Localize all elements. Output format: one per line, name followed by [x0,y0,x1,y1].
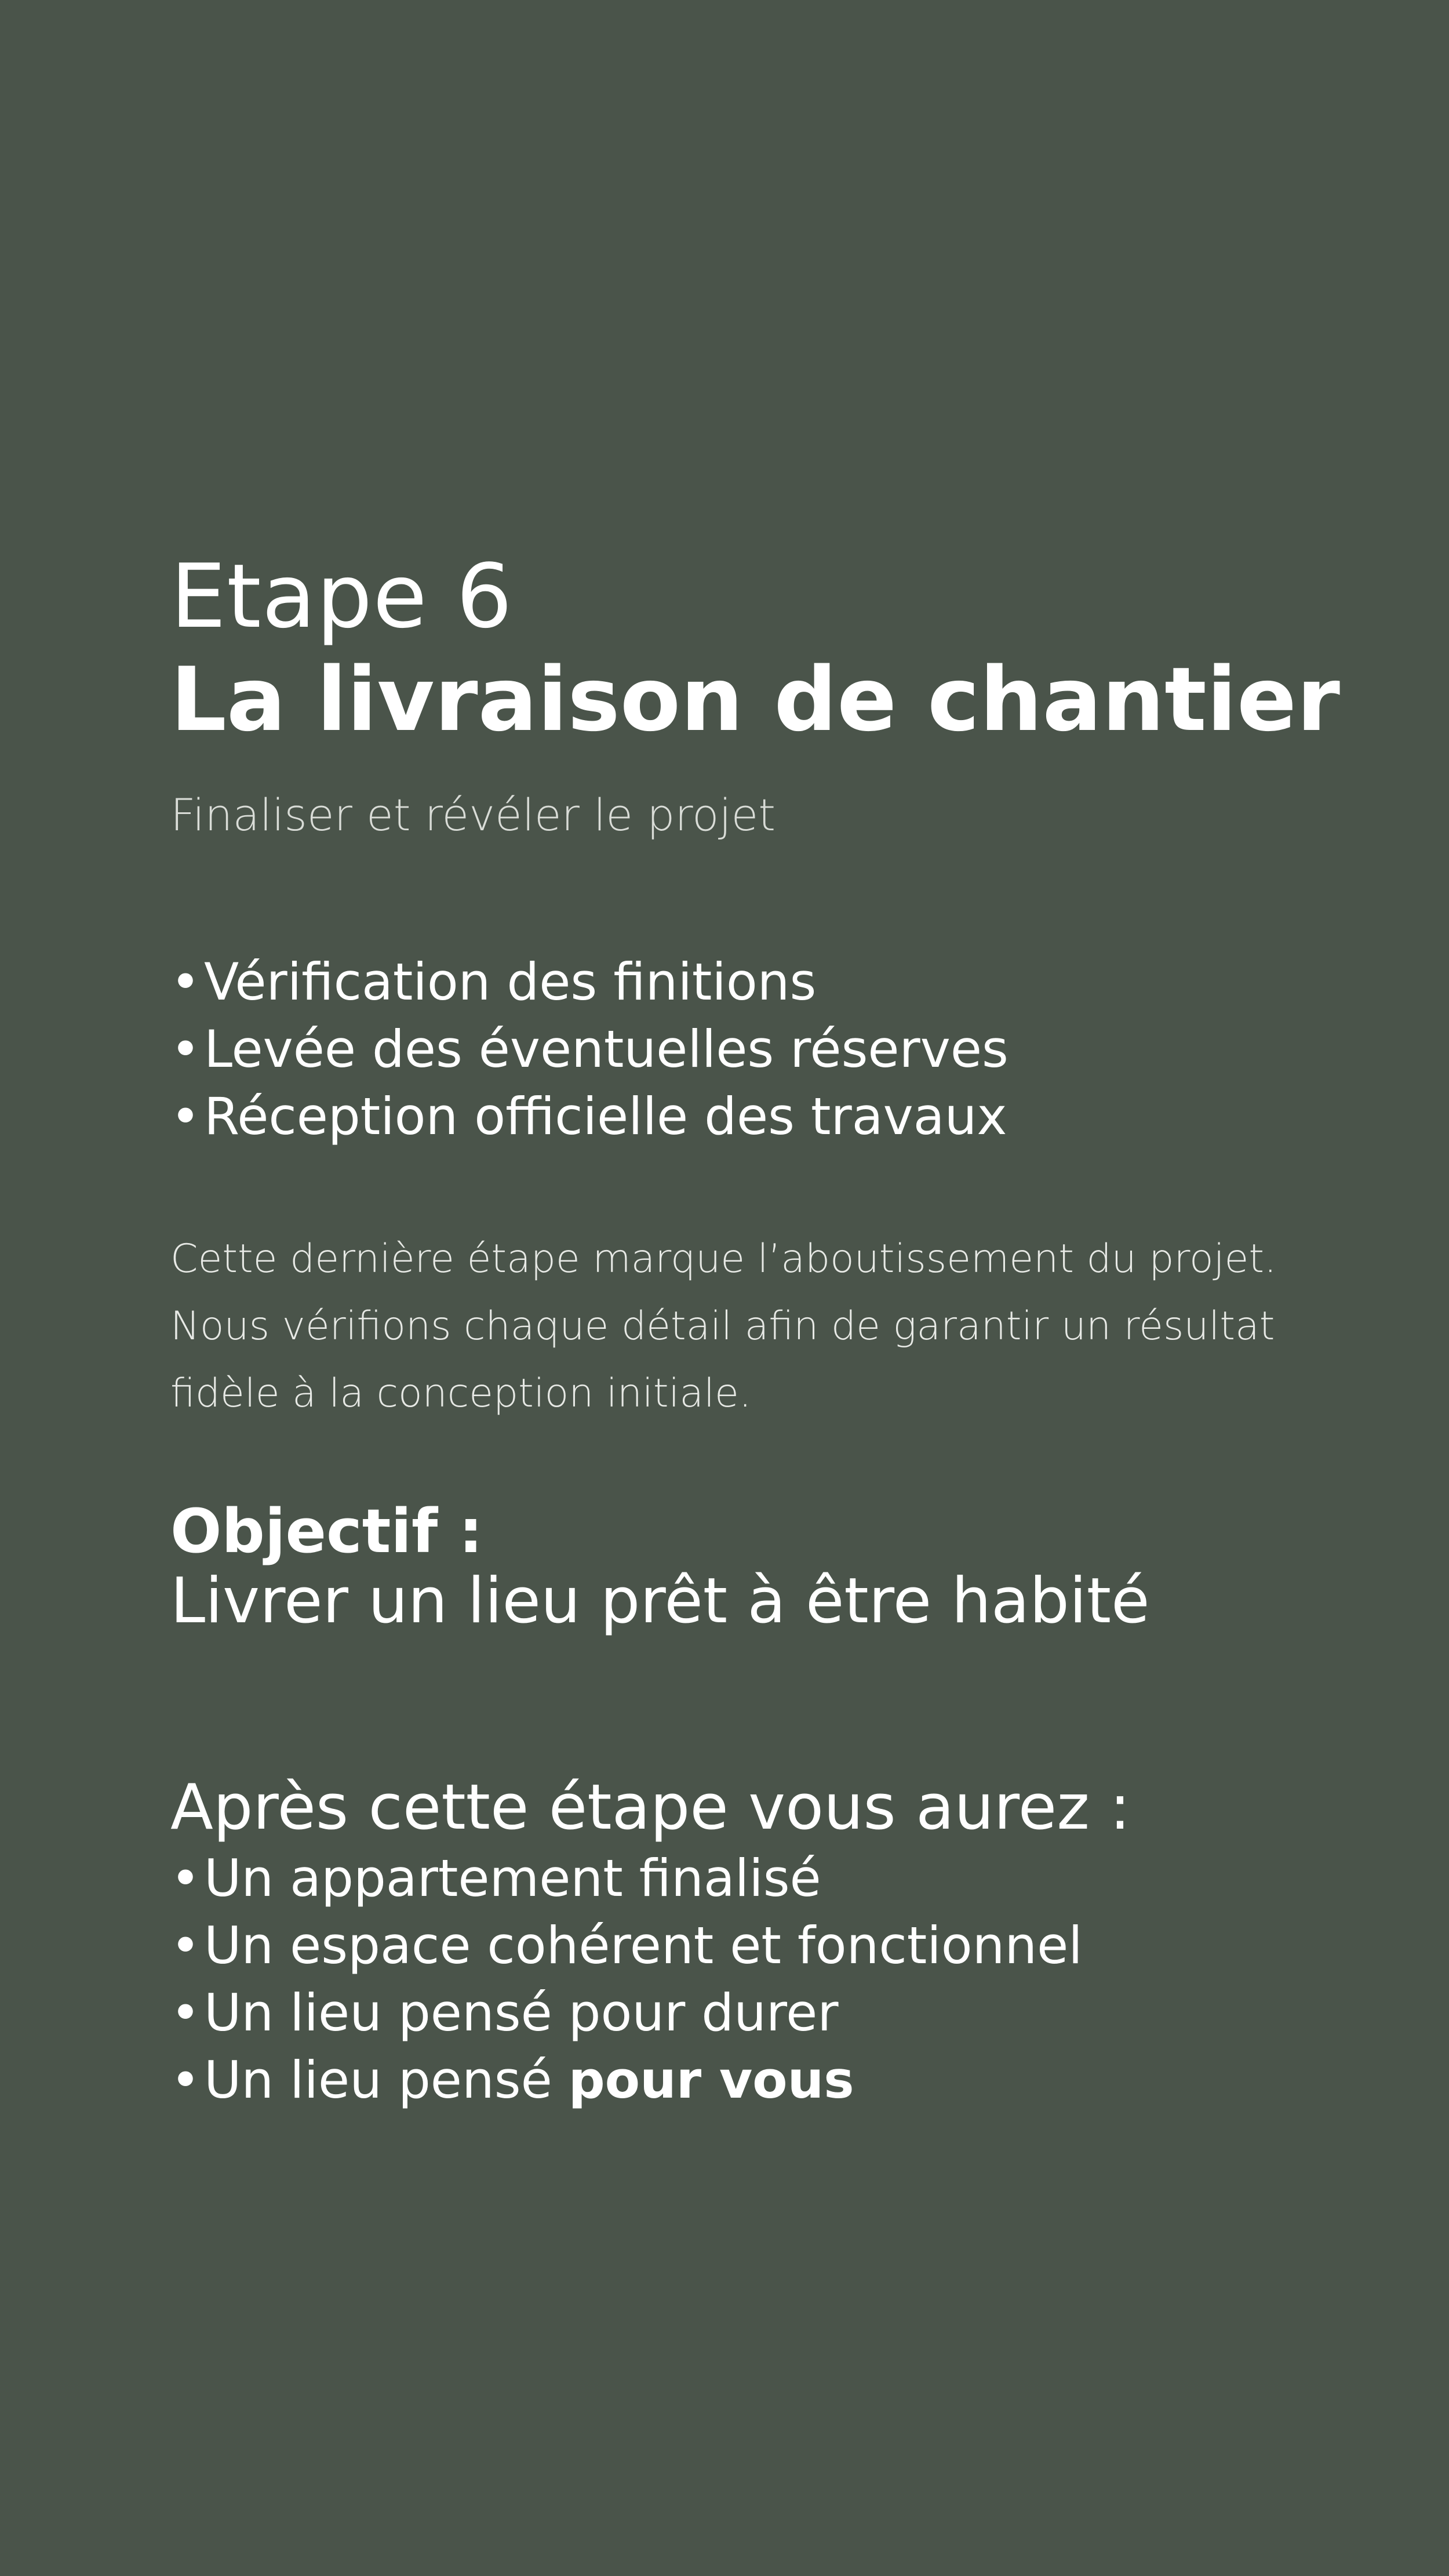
description-paragraph [170,1226,1318,1427]
description-line: Cette dernière étape marque l’aboutissement du projet. [170,1236,1277,1282]
step-label: Etape 6 [170,545,513,648]
benefits-list [170,1845,1330,2114]
after-title: Après cette étape vous aurez : [170,1771,1131,1844]
task-item: • Levée des éventuelles réserves [170,1016,1330,1083]
task-item: • Vérification des finitions [170,949,1330,1016]
benefit-item: • Un appartement finalisé [170,1845,1330,1912]
step-card [170,545,1341,2114]
benefit-item-prefix: Un lieu pensé [204,2050,569,2110]
after-block [170,1771,1330,2114]
objective-label: Objectif : [170,1496,483,1567]
description-line: Nous vérifions chaque détail afin de garantir un résultat [170,1303,1275,1349]
step-subtitle: Finaliser et révéler le projet [170,789,776,841]
task-list [170,949,1330,1150]
objective-block [170,1497,1330,1637]
step-title: La livraison de chantier [170,648,1341,751]
benefit-item-last [170,2047,1330,2114]
benefit-item: • Un espace cohérent et fonctionnel [170,1912,1330,1979]
task-item: • Réception officielle des travaux [170,1083,1330,1150]
objective-value: Livrer un lieu prêt à être habité [170,1565,1150,1637]
description-line: fidèle à la conception initiale. [170,1371,752,1416]
benefit-item-emphasis: pour vous [568,2050,854,2110]
benefit-item: • Un lieu pensé pour durer [170,1979,1330,2047]
